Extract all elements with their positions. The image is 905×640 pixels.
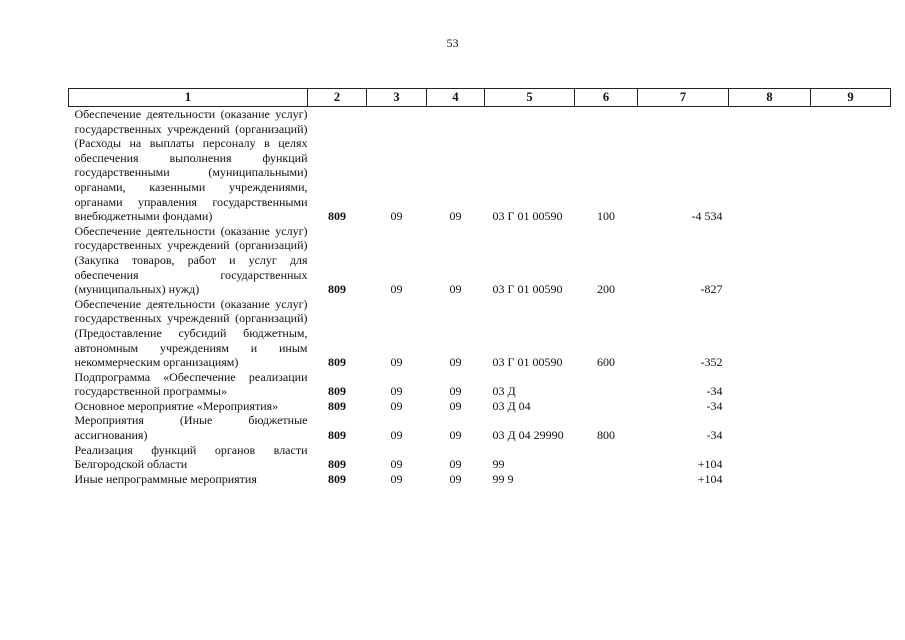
- table-row: [69, 297, 891, 370]
- header-col-7: 7: [638, 89, 729, 107]
- row-ministry-code: 809: [328, 209, 346, 224]
- table-row: [69, 370, 891, 399]
- row-subsection-code: 09: [449, 209, 462, 224]
- row-col-9: [811, 472, 891, 487]
- row-amount: -4 534: [691, 209, 723, 224]
- row-section-code: 09: [390, 282, 403, 297]
- row-col-8: [729, 472, 811, 487]
- row-expense-type: [575, 370, 638, 399]
- row-ministry-code: 809: [328, 457, 346, 472]
- row-col-9: [811, 107, 891, 224]
- row-section-code: 09: [390, 457, 403, 472]
- header-col-5: 5: [485, 89, 575, 107]
- row-section-code: 09: [390, 209, 403, 224]
- row-amount: -34: [706, 384, 723, 399]
- row-col-9: [811, 443, 891, 472]
- row-expense-type: [575, 399, 638, 414]
- row-ministry-code: 809: [328, 355, 346, 370]
- row-subsection-code: 09: [449, 282, 462, 297]
- row-amount: +104: [697, 471, 723, 486]
- row-amount: -34: [706, 398, 723, 413]
- row-col-8: [729, 413, 811, 442]
- row-amount: -827: [700, 282, 723, 297]
- row-col-9: [811, 297, 891, 370]
- row-name: Подпрограмма «Обеспечение реализации государственной программы»: [74, 369, 308, 399]
- row-subsection-code: 09: [449, 471, 462, 486]
- table-row: [69, 472, 891, 487]
- row-name: Реализация функций органов власти Белгородской области: [74, 442, 308, 472]
- budget-table: [68, 88, 891, 486]
- row-col-8: [729, 370, 811, 399]
- row-section-code: 09: [390, 384, 403, 399]
- row-name: Обеспечение деятельности (оказание услуг) государственных учреждений (организаций) (Закупка товаров, работ и услуг для обеспечения государственных (муниципальных) нужд): [74, 223, 308, 297]
- row-ministry-code: 809: [328, 428, 346, 443]
- row-subsection-code: 09: [449, 398, 462, 413]
- row-col-9: [811, 399, 891, 414]
- row-amount: +104: [697, 457, 723, 472]
- page-number: 53: [446, 36, 459, 50]
- row-subsection-code: 09: [449, 428, 462, 443]
- row-col-8: [729, 224, 811, 297]
- row-expense-type: [575, 472, 638, 487]
- row-col-8: [729, 297, 811, 370]
- row-amount: -352: [700, 355, 723, 370]
- row-target-article: 03 Д: [492, 384, 516, 399]
- row-amount: -34: [706, 428, 723, 443]
- row-target-article: 03 Г 01 00590: [492, 209, 563, 224]
- row-expense-type: 800: [597, 428, 615, 443]
- row-subsection-code: 09: [449, 384, 462, 399]
- row-ministry-code: 809: [328, 398, 346, 413]
- row-expense-type: 100: [597, 209, 615, 224]
- table-row: [69, 399, 891, 414]
- row-ministry-code: 809: [328, 282, 346, 297]
- header-col-9: 9: [811, 89, 891, 107]
- row-ministry-code: 809: [328, 384, 346, 399]
- row-subsection-code: 09: [449, 457, 462, 472]
- header-col-8: 8: [729, 89, 811, 107]
- header-col-6: 6: [575, 89, 638, 107]
- row-col-8: [729, 107, 811, 224]
- row-col-9: [811, 224, 891, 297]
- row-target-article: 03 Д 04 29990: [492, 428, 564, 443]
- row-col-9: [811, 413, 891, 442]
- header-col-2: 2: [308, 89, 367, 107]
- row-expense-type: 600: [597, 355, 615, 370]
- row-ministry-code: 809: [328, 471, 346, 486]
- table-header-row: [69, 89, 891, 107]
- row-name: Иные непрограммные мероприятия: [74, 471, 257, 486]
- row-name: Обеспечение деятельности (оказание услуг) государственных учреждений (организаций) (Расходы на выплаты персоналу в целях обеспечения выполнения функций государственными (муниципальными) органами, казенными учреждениями, органами управления государственными внебюджетными фондами): [74, 107, 308, 224]
- row-name: Мероприятия (Иные бюджетные ассигнования): [74, 413, 308, 443]
- row-expense-type: [575, 443, 638, 472]
- row-target-article: 99: [492, 457, 505, 472]
- header-col-3: 3: [367, 89, 427, 107]
- row-target-article: 03 Г 01 00590: [492, 355, 563, 370]
- row-expense-type: 200: [597, 282, 615, 297]
- table-row: [69, 224, 891, 297]
- row-col-9: [811, 370, 891, 399]
- row-col-8: [729, 443, 811, 472]
- row-name: Основное мероприятие «Мероприятия»: [74, 398, 279, 413]
- header-col-1: 1: [69, 89, 308, 107]
- row-section-code: 09: [390, 355, 403, 370]
- row-target-article: 03 Д 04: [492, 398, 531, 413]
- row-subsection-code: 09: [449, 355, 462, 370]
- row-target-article: 03 Г 01 00590: [492, 282, 563, 297]
- row-col-8: [729, 399, 811, 414]
- header-col-4: 4: [427, 89, 485, 107]
- row-section-code: 09: [390, 398, 403, 413]
- row-section-code: 09: [390, 428, 403, 443]
- table-row: [69, 443, 891, 472]
- row-name: Обеспечение деятельности (оказание услуг) государственных учреждений (организаций) (Предоставление субсидий бюджетным, автономным учреждениям и иным некоммерческим организациям): [74, 296, 308, 370]
- row-section-code: 09: [390, 471, 403, 486]
- table-row: [69, 413, 891, 442]
- table-row: [69, 107, 891, 224]
- row-target-article: 99 9: [492, 471, 514, 486]
